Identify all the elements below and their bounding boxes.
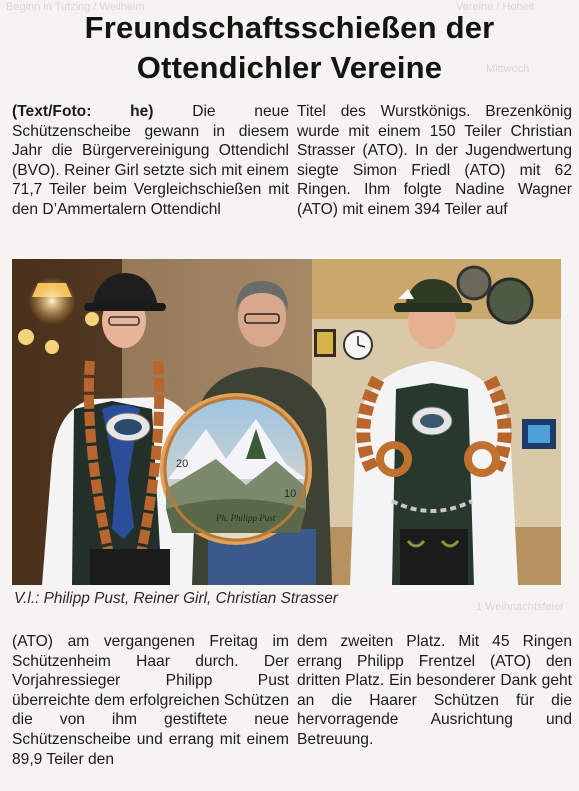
paragraph-text: Die neue Schützenscheibe gewann in diesem Jahr die Bürgervereinigung Ottendichl (BVO). Reiner Girl setzte sich mit einem 71,7 Teiler beim Vergleichschießen mit den D’Ammertalern Ottendichl — [12, 103, 289, 218]
target-number-right: 10 — [284, 488, 297, 500]
target-number-left: 20 — [176, 458, 189, 470]
bleed-through-text: Vereine / Hoheit — [456, 1, 535, 13]
paragraph-text: Titel des Wurstkönigs. Brezenkönig wurde mit einem 150 Teiler Christian Strasser (ATO). In der Jugendwertung siegte Simon Friedl (ATO) mit 62 Ringen. Ihm folgte Nadine Wagner (ATO) mit einem 394 Teiler auf — [297, 103, 572, 218]
article-title — [0, 8, 579, 88]
column-left-bottom — [12, 632, 289, 769]
column-right-top — [297, 102, 572, 220]
group-photo — [12, 259, 561, 585]
paragraph-text: dem zweiten Platz. Mit 45 Ringen errang Philipp Frentzel (ATO) den dritten Platz. Ein besonderer Dank geht an die Haarer Schützen für die hervorragende Ausrichtung und Betreuung. — [297, 633, 572, 748]
bleed-through-text: 1 Weihnachtsfeier — [476, 601, 564, 613]
author-credit: (Text/Foto: he) — [12, 103, 154, 120]
bleed-through-text: Beginn in Tutzing / Weilheim — [6, 1, 145, 13]
column-right-bottom — [297, 632, 572, 750]
target-inscription: Ph. Philipp Pust — [216, 513, 276, 523]
photo-caption: V.l.: Philipp Pust, Reiner Girl, Christian Strasser — [14, 590, 338, 607]
title-line-1: Freundschaftsschießen der — [84, 10, 495, 45]
paragraph-text: (ATO) am vergangenen Freitag im Schützenheim Haar durch. Der Vorjahressieger Philipp Pust überreichte dem erfolgreichen Schützen die von ihm gestiftete neue Schützenscheibe und errang mit einem 89,9 Teiler den — [12, 633, 289, 768]
column-left-top — [12, 102, 289, 220]
title-line-2: Ottendichler Vereine — [136, 50, 443, 85]
bleed-through-text: Mittwoch — [486, 63, 530, 75]
